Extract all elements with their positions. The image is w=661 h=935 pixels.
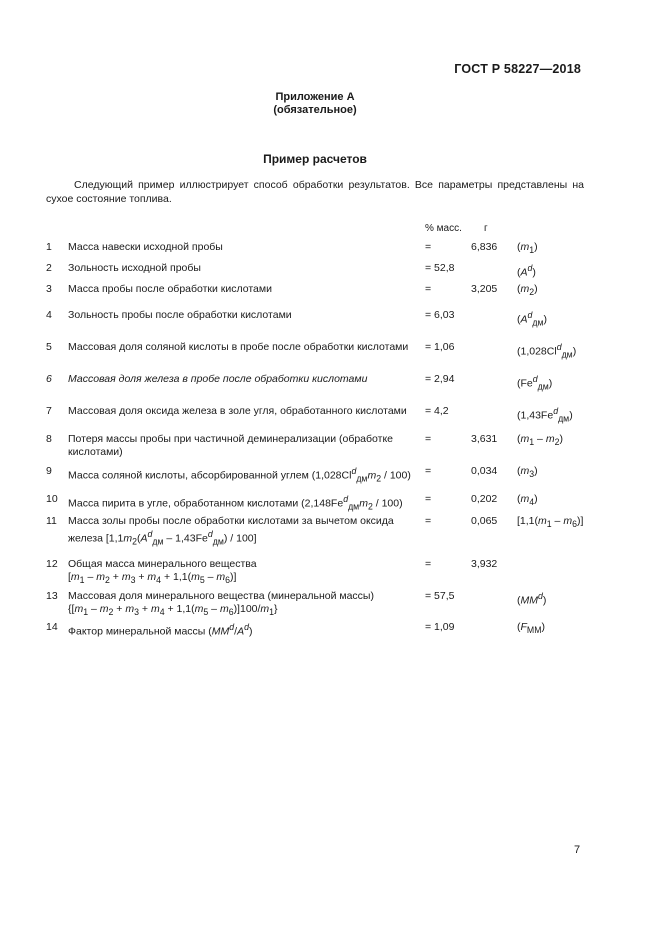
- page-number: 7: [574, 844, 581, 856]
- row-number: 5: [46, 341, 52, 353]
- row-symbol: $(m_1)$: [517, 241, 538, 256]
- appendix-status: (обязательное): [273, 104, 357, 116]
- row-symbol: $(A^d)$: [517, 263, 536, 279]
- row-number: 8: [46, 433, 52, 445]
- row-symbol: $(1,028Cl^d_{дм})$: [517, 342, 577, 360]
- row-description: Масса пирита в угле, обработанном кислотами $(2,148Fe^d_{дм}m_2 / 100)$: [68, 494, 403, 512]
- column-header-percent: % масс.: [425, 223, 462, 234]
- row-description: Зольность пробы после обработки кислотами: [68, 309, 292, 321]
- row-symbol: $[1,1(m_1 - m_6)]$: [517, 515, 584, 530]
- row-description: Масса соляной кислоты, абсорбированной углем $(1,028Cl^d_{дм}m_2 / 100)$: [68, 466, 411, 484]
- row-description: Массовая доля минерального вещества (минеральной массы) $\{[m_1 - m_2 + m_3 + m_4 + 1,1(m_5 - m_6)]100/m_1\}$: [68, 590, 374, 618]
- column-header-grams: г: [484, 223, 488, 234]
- row-percent-value: = 4,2: [425, 405, 449, 417]
- row-description: Фактор минеральной массы $(MM^d/A^d)$: [68, 622, 253, 638]
- row-number: 9: [46, 465, 52, 477]
- row-number: 6: [46, 373, 52, 385]
- row-symbol: $(m_4)$: [517, 493, 538, 508]
- row-description: Общая масса минерального вещества $[m_1 - m_2 + m_3 + m_4 + 1,1(m_5 - m_6)]$: [68, 558, 257, 586]
- row-percent-value: = 52,8: [425, 262, 455, 274]
- row-description: Масса навески исходной пробы: [68, 241, 223, 253]
- row-number: 11: [46, 515, 57, 527]
- row-number: 4: [46, 309, 52, 321]
- row-percent-value: = 1,06: [425, 341, 455, 353]
- row-number: 2: [46, 262, 52, 274]
- row-symbol: $(MM^d)$: [517, 591, 547, 607]
- row-percent-value: =: [425, 558, 432, 570]
- intro-paragraph: Следующий пример иллюстрирует способ обработки результатов. Все параметры представлены на сухое состояние топлива.: [46, 179, 584, 205]
- row-description: Массовая доля соляной кислоты в пробе после обработки кислотами: [68, 341, 409, 353]
- row-number: 14: [46, 621, 58, 633]
- standard-code: ГОСТ Р 58227—2018: [454, 62, 581, 76]
- appendix-title: Приложение А: [275, 91, 355, 103]
- row-percent-value: = 1,09: [425, 621, 455, 633]
- row-description: Масса пробы после обработки кислотами: [68, 283, 272, 295]
- appendix-heading: [0, 91, 630, 117]
- row-symbol: $(1,43Fe^d_{дм})$: [517, 406, 573, 424]
- row-percent-value: = 2,94: [425, 373, 455, 385]
- row-symbol: $(Fe^d_{дм})$: [517, 374, 553, 392]
- row-symbol: $(m_1 - m_2)$: [517, 433, 563, 448]
- row-description: Зольность исходной пробы: [68, 262, 201, 274]
- row-description: Массовая доля оксида железа в золе угля, обработанного кислотами: [68, 405, 407, 417]
- row-gram-value: 0,034: [471, 465, 498, 477]
- row-description: Массовая доля железа в пробе после обработки кислотами: [68, 373, 368, 385]
- row-symbol: $(m_3)$: [517, 465, 538, 480]
- row-gram-value: 3,205: [471, 283, 498, 295]
- row-number: 10: [46, 493, 58, 505]
- row-description: Масса золы пробы после обработки кислотами за вычетом оксида железа $[1,1m_2(A^d_{дм} - 1,43Fe^d_{дм}) / 100]$: [68, 515, 394, 547]
- row-symbol: $(m_2)$: [517, 283, 538, 298]
- row-percent-value: =: [425, 493, 432, 505]
- row-description: Потеря массы пробы при частичной деминерализации (обработке кислотами): [68, 433, 393, 458]
- row-percent-value: =: [425, 465, 432, 477]
- row-percent-value: =: [425, 283, 432, 295]
- row-number: 1: [46, 241, 52, 253]
- row-gram-value: 0,065: [471, 515, 498, 527]
- row-gram-value: 6,836: [471, 241, 498, 253]
- row-gram-value: 0,202: [471, 493, 498, 505]
- row-percent-value: =: [425, 433, 432, 445]
- row-gram-value: 3,932: [471, 558, 498, 570]
- row-number: 13: [46, 590, 58, 602]
- section-title: Пример расчетов: [263, 152, 367, 166]
- row-percent-value: =: [425, 241, 432, 253]
- row-gram-value: 3,631: [471, 433, 498, 445]
- row-symbol: $(A^d_{дм})$: [517, 310, 548, 328]
- row-percent-value: =: [425, 515, 432, 527]
- row-number: 12: [46, 558, 58, 570]
- row-number: 3: [46, 283, 52, 295]
- row-symbol: $(F_{ММ})$: [517, 621, 545, 636]
- row-percent-value: = 57,5: [425, 590, 455, 602]
- row-percent-value: = 6,03: [425, 309, 455, 321]
- row-number: 7: [46, 405, 52, 417]
